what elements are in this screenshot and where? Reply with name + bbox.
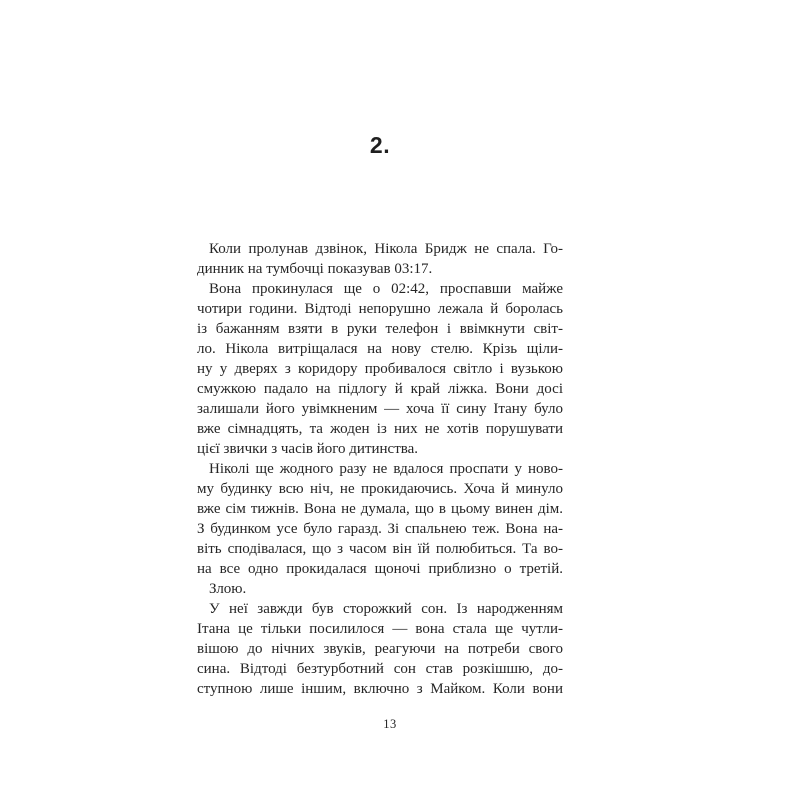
page-number: 13 [383, 717, 397, 731]
text-line: У неї завжди був сторожкий сон. Із народженням [209, 601, 563, 617]
text-line: цієї звички з часів його дитинства. [197, 441, 419, 457]
chapter-heading: 2. [369, 132, 391, 158]
text-line: ступною лише іншим, включно з Майком. Коли вони [197, 681, 563, 697]
text-line: із бажанням взяти в руки телефон і ввімкнути світ- [197, 321, 563, 337]
text-line: чотири години. Відтоді непорушно лежала й боролась [197, 301, 563, 317]
text-line: му будинку всю ніч, не прокидаючись. Хоча й минуло [197, 481, 563, 497]
text-line: Ітана це тільки посилилося — вона стала ще чутли- [197, 621, 563, 637]
text-line: Вона прокинулася ще о 02:42, проспавши майже [209, 281, 563, 297]
text-line: ло. Нікола витріщалася на нову стелю. Крізь щіли- [197, 341, 563, 357]
text-body [197, 239, 563, 699]
text-line: сина. Відтоді безтурботний сон став розкішшю, до- [197, 661, 563, 677]
text-line: вішою до нічних звуків, реагуючи на потреби свого [197, 641, 563, 657]
text-line: на все одно прокидалася щоночі приблизно о третій. [197, 561, 563, 577]
text-line: віть сподівалася, що з часом він їй полюбиться. Та во- [197, 541, 563, 557]
text-line: Ніколі ще жодного разу не вдалося проспати у ново- [209, 461, 563, 477]
text-line: Злою. [209, 581, 247, 597]
paragraph [197, 459, 563, 579]
text-line: динник на тумбочці показував 03:17. [197, 261, 433, 277]
text-line: вже сім тижнів. Вона не думала, що в цьому винен дім. [197, 501, 563, 517]
paragraph [197, 239, 563, 279]
text-line: вже сімнадцять, та жоден із них не хотів порушувати [197, 421, 563, 437]
text-line: Коли пролунав дзвінок, Нікола Бридж не спала. Го- [209, 241, 563, 257]
text-line: З будинком усе було гаразд. Зі спальнею теж. Вона на- [197, 521, 563, 537]
text-line: смужкою падало на підлогу й край ліжка. Вони досі [197, 381, 563, 397]
text-line: ну у дверях з коридору пробивалося світло і вузькою [197, 361, 563, 377]
paragraph [197, 579, 563, 599]
paragraph [197, 599, 563, 699]
paragraph [197, 279, 563, 459]
text-line: залишали його увімкненим — хоча її сину Ітану було [197, 401, 563, 417]
